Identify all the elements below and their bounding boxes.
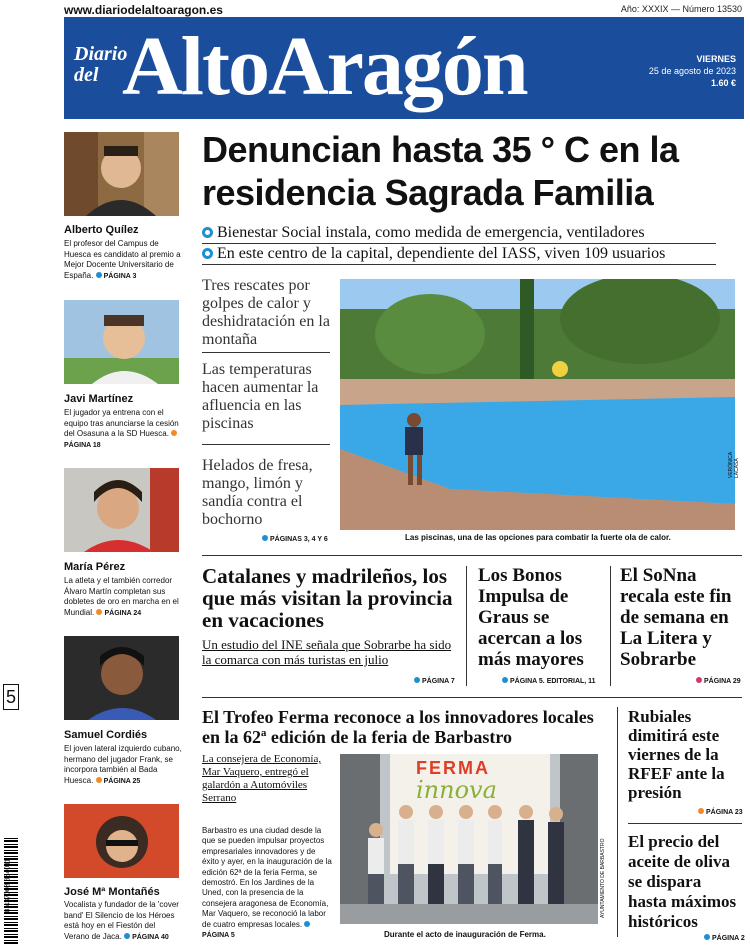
sidebar-name-2: Javi Martínez — [64, 393, 134, 405]
story-rubiales-page: PÁGINA 23 — [698, 808, 743, 816]
story-rubiales-title[interactable]: Rubiales dimitirá este viernes de la RFEF ante la presión — [628, 707, 725, 802]
sidebar-name-3: María Pérez — [64, 561, 126, 573]
divider — [202, 264, 716, 265]
sidebar-text-4: El joven lateral izquierdo cubano, hermano del jugador Frank, se incorpora también al Bada Huesca. PÁGINA 25 — [64, 744, 182, 785]
portrait-icon — [64, 132, 179, 216]
sidebar-text-1: El profesor del Campus de Huesca es candidato al premio a Mejor Docente Universitario de España. PÁGINA 3 — [64, 239, 181, 280]
photo-javi-martinez — [64, 300, 179, 384]
sidebar-name-1: Alberto Quílez — [64, 224, 139, 236]
sidebar-text-2: El jugador ya entrena con el equipo tras anunciarse la cesión del Osasuna a la SD Huesca. PÁGINA 18 — [64, 408, 179, 449]
story-bonos-title[interactable]: Los Bonos Impulsa de Graus se acercan a los más mayores — [478, 565, 584, 670]
photo-jose-montanes — [64, 804, 179, 878]
bullet-ring-icon — [202, 248, 213, 259]
main-bullet-2: En este centro de la capital, dependiente del IASS, viven 109 usuarios — [202, 244, 742, 263]
story-aceite-title[interactable]: El precio del aceite de oliva se dispara hasta máximos históricos — [628, 832, 737, 931]
portrait-icon — [64, 468, 179, 552]
site-url[interactable]: www.diariodelaltoaragon.es — [64, 3, 223, 17]
ferma-photo-credit: AYUNTAMIENTO DE BARBASTRO — [600, 838, 606, 918]
sidebar-text-5: Vocalista y fundador de la 'cover band' El Silencio de los Héroes está hoy en el Fiestón del Verano de Jaca. PÁGINA 40 — [64, 900, 179, 941]
masthead-date: VIERNES 25 de agosto de 2023 1.60 € — [648, 54, 736, 88]
sidebar-text-3: La atleta y el también corredor Álvaro Martín completan sus dobletes de oro en marcha en el Mundial. PÁGINA 24 — [64, 576, 179, 617]
divider — [610, 566, 611, 686]
ferma-title[interactable]: El Trofeo Ferma reconoce a los innovadores locales en la 62ª edición de la feria de Barbastro — [202, 707, 594, 747]
divider — [202, 697, 742, 698]
ferma-body: Barbastro es una ciudad desde la que se pueden impulsar proyectos empresariales innovadores y de éxito y ayer, en la inauguración de la edición 62ª de la feria Ferma, se demostró. En los Jardines de la Uned, con la presencia de la consejera aragonesa de Economía, Mar Vaquero, se reconoció la labor de cuatro empresas locales. PÁGINA 5 — [202, 826, 332, 940]
brief-piscinas[interactable]: Las temperaturas hacen aumentar la afluencia en las piscinas — [202, 361, 319, 432]
main-headline[interactable]: Denuncian hasta 35 ° C en la residencia Sagrada Familia — [202, 129, 679, 213]
story-catalanes-page: PÁGINA 7 — [414, 677, 455, 685]
issue-number: Año: XXXIX — Número 13530 — [620, 4, 742, 14]
story-aceite-page: PÁGINA 2 — [704, 934, 745, 942]
ferma-banner-bottom: innova — [416, 776, 497, 804]
masthead-diario: Diario del — [74, 43, 128, 86]
ferma-banner-top: FERMA — [416, 758, 490, 778]
masthead-title: AltoAragón — [122, 20, 527, 113]
barcode-number: 8 437008 334011 — [4, 858, 12, 913]
divider — [466, 566, 467, 686]
story-sonna-page: PÁGINA 29 — [696, 677, 741, 685]
brief-rescates[interactable]: Tres rescates por golpes de calor y deshidratación en la montaña — [202, 277, 330, 348]
bullet-ring-icon — [202, 227, 213, 238]
sidebar-name-5: José Mª Montañés — [64, 886, 160, 898]
photo-samuel-cordies — [64, 636, 179, 720]
masthead — [64, 17, 744, 119]
ferma-photo — [340, 754, 598, 924]
portrait-icon — [64, 300, 179, 384]
divider — [202, 444, 330, 445]
photo-maria-perez — [64, 468, 179, 552]
story-sonna-title[interactable]: El SoNna recala este fin de semana en La Litera y Sobrarbe — [620, 565, 732, 670]
photo-alberto-quilez — [64, 132, 179, 216]
portrait-icon — [64, 804, 179, 878]
pool-caption: Las piscinas, una de las opciones para combatir la fuerte ola de calor. — [405, 533, 671, 542]
divider — [617, 707, 618, 937]
divider — [202, 555, 742, 556]
divider — [628, 823, 742, 824]
ferma-lead: La consejera de Economía, Mar Vaquero, entregó el galardón a Automóviles Serrano — [202, 753, 322, 804]
brief-helados[interactable]: Helados de fresa, mango, limón y sandía contra el bochorno — [202, 457, 313, 528]
briefs-page: PÁGINAS 3, 4 Y 6 — [262, 535, 328, 543]
photo-credit: VERÓNICA LACASA — [728, 452, 740, 478]
edition-number: 5 — [3, 684, 19, 710]
story-catalanes-sub: Un estudio del INE señala que Sobrarbe ha sido la comarca con más turistas en julio — [202, 637, 452, 667]
ferma-caption: Durante el acto de inauguración de Ferma. — [384, 930, 546, 939]
portrait-icon — [64, 636, 179, 720]
story-bonos-page: PÁGINA 5. EDITORIAL, 11 — [502, 677, 596, 685]
main-bullet-1: Bienestar Social instala, como medida de emergencia, ventiladores — [202, 223, 742, 242]
pool-scene-icon — [340, 279, 735, 530]
pool-photo — [340, 279, 735, 530]
story-catalanes-title[interactable]: Catalanes y madrileños, los que más visitan la provincia en vacaciones — [202, 564, 453, 632]
divider — [202, 352, 330, 353]
sidebar-name-4: Samuel Cordiés — [64, 729, 148, 741]
